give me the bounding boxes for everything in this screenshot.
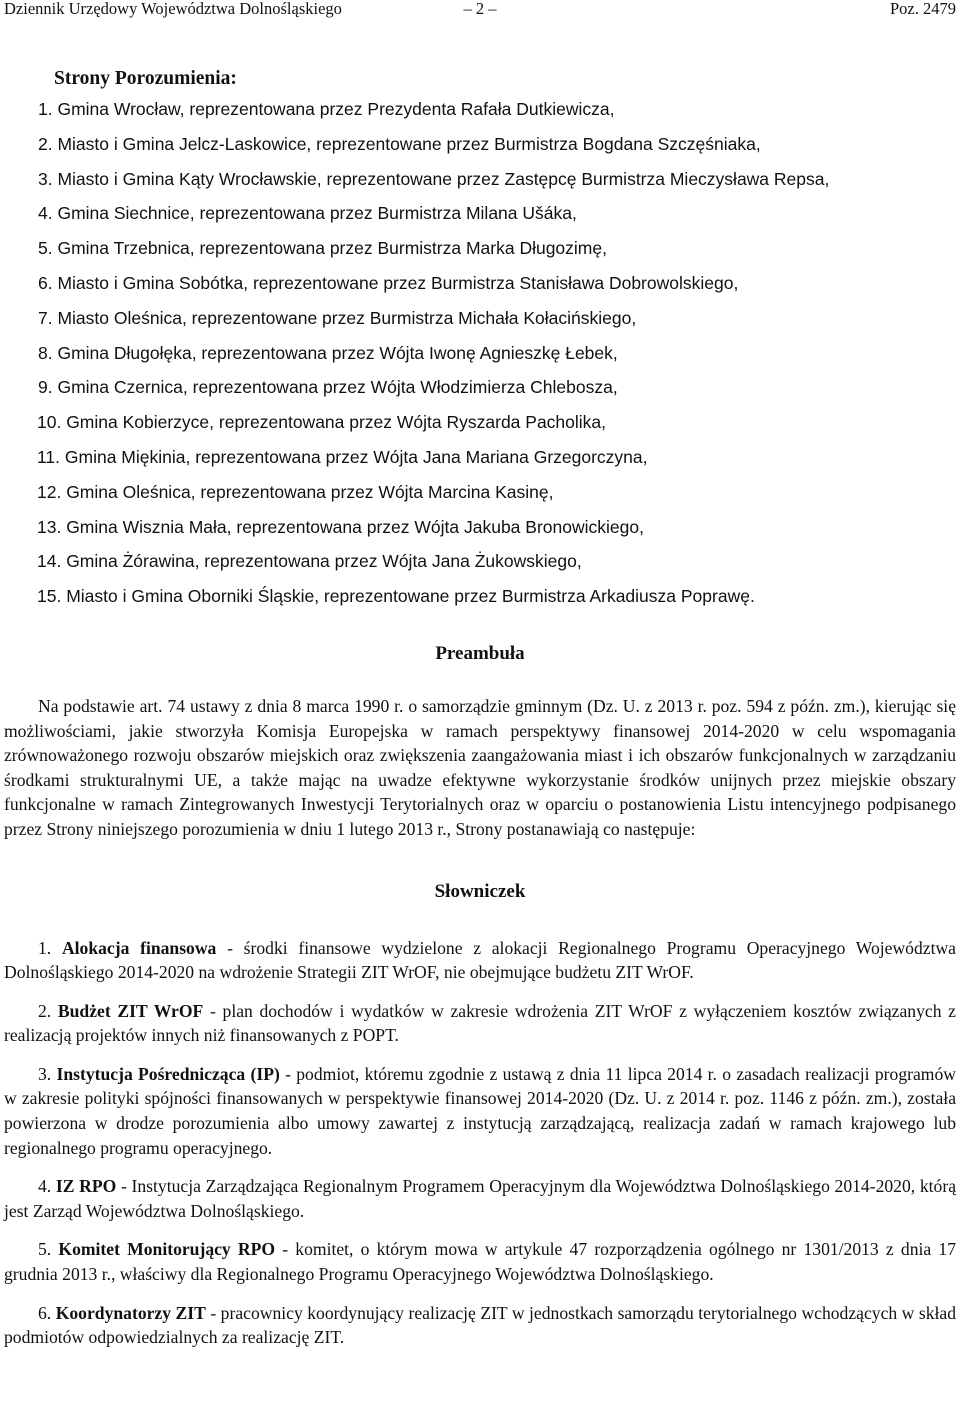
glossary-term: Koordynatorzy ZIT — [55, 1302, 206, 1323]
preamble-paragraph: Na podstawie art. 74 ustawy z dnia 8 marca 1990 r. o samorządzie gminnym (Dz. U. z 2013 r. poz. 594 z późn. zm.), kierując się możliwościami, jakie stworzyła Komisja Europejska w ramach perspektywy finansowej 2014-2020 w celu wspomagania zrównoważonego rozwoju obszarów miejskich oraz zwiększenia zaangażowania miast i ich obszarów funkcjonalnych w zarządzaniu środkami strukturalnymi UE, a także mając na uwadze efektywne wykorzystanie środków unijnych przez miejskie obszary funkcjonalne w ramach Zintegrowanych Inwestycji Terytorialnych oraz w oparciu o postanowienia Listu intencyjnego podpisanego przez Strony niniejszego porozumienia w dniu 1 lutego 2013 r., Strony postanawiają co następuje: — [4, 695, 956, 839]
preamble-heading: Preambuła — [435, 642, 525, 664]
glossary-definition: - komitet, o którym mowa w artykule 47 rozporządzenia ogólnego nr 1301/2013 z dnia 17 grudnia 2013 r., właściwy dla Regionalnego Programu Operacyjnego Województwa Dolnośląskiego. — [4, 1239, 956, 1285]
page-number: – 2 – — [463, 0, 497, 18]
glossary-heading: Słowniczek — [434, 880, 526, 902]
party-item: 13. Gmina Wisznia Mała, reprezentowana przez Wójta Jakuba Bronowickiego, — [37, 516, 644, 537]
party-item: 2. Miasto i Gmina Jelcz-Laskowice, reprezentowane przez Burmistrza Bogdana Szczęśniaka, — [38, 133, 761, 154]
position-number: Poz. 2479 — [889, 0, 956, 18]
party-item: 1. Gmina Wrocław, reprezentowana przez Prezydenta Rafała Dutkiewicza, — [38, 99, 615, 119]
glossary-definition: - pracownicy koordynujący realizację ZIT w jednostkach samorządu terytorialnego wchodzących w skład podmiotów odpowiedzialnych za realizację ZIT. — [4, 1302, 956, 1348]
glossary-item-number: 5. — [38, 1239, 52, 1260]
glossary-term: Komitet Monitorujący RPO — [58, 1239, 276, 1260]
party-item: 7. Miasto Oleśnica, reprezentowane przez Burmistrza Michała Kołacińskiego, — [38, 307, 637, 328]
party-item: 3. Miasto i Gmina Kąty Wrocławskie, reprezentowane przez Zastępcę Burmistrza Mieczysława Repsa, — [38, 168, 830, 189]
party-item: 11. Gmina Miękinia, reprezentowana przez Wójta Jana Mariana Grzegorczyna, — [37, 446, 648, 467]
party-item: 6. Miasto i Gmina Sobótka, reprezentowane przez Burmistrza Stanisława Dobrowolskiego, — [38, 272, 739, 293]
glossary-item-number: 2. — [38, 1000, 52, 1021]
parties-heading: Strony Porozumienia: — [54, 68, 237, 89]
parties-list — [4, 92, 956, 614]
glossary-item-number: 6. — [38, 1302, 52, 1323]
glossary-item-number: 3. — [38, 1063, 52, 1084]
glossary-item-number: 1. — [38, 937, 52, 958]
glossary-item-number: 4. — [38, 1176, 52, 1197]
glossary-item — [4, 1301, 956, 1350]
party-item: 9. Gmina Czernica, reprezentowana przez Wójta Włodzimierza Chlebosza, — [38, 377, 618, 398]
party-item: 10. Gmina Kobierzyce, reprezentowana przez Wójta Ryszarda Pacholika, — [37, 412, 607, 433]
party-item: 4. Gmina Siechnice, reprezentowana przez Burmistrza Milana Ušáka, — [38, 203, 577, 224]
glossary-term: Instytucja Pośrednicząca (IP) — [56, 1063, 280, 1084]
glossary-term: IZ RPO — [55, 1176, 117, 1197]
party-item: 15. Miasto i Gmina Oborniki Śląskie, reprezentowane przez Burmistrza Arkadiusza Poprawę. — [37, 586, 755, 607]
glossary-definition: - plan dochodów i wydatków w zakresie wdrożenia ZIT WrOF z wyłączeniem kosztów związanych z realizacją projektów innych niż finansowanych z POPT. — [4, 1000, 956, 1046]
party-item: 14. Gmina Żórawina, reprezentowana przez Wójta Jana Żukowskiego, — [37, 551, 582, 572]
glossary-item — [4, 999, 956, 1048]
glossary-definition: - Instytucja Zarządzająca Regionalnym Programem Operacyjnym dla Województwa Dolnośląskiego 2014-2020, którą jest Zarząd Województwa Dolnośląskiego. — [4, 1176, 957, 1221]
glossary-item — [4, 1237, 956, 1286]
glossary-term: Budżet ZIT WrOF — [57, 1000, 204, 1021]
party-item: 5. Gmina Trzebnica, reprezentowana przez Burmistrza Marka Długozimę, — [38, 238, 607, 259]
glossary-item — [4, 1174, 956, 1223]
glossary-item — [4, 936, 956, 985]
party-item: 12. Gmina Oleśnica, reprezentowana przez Wójta Marcina Kasinę, — [37, 481, 554, 502]
glossary-term: Alokacja finansowa — [61, 937, 217, 958]
glossary-item — [4, 1062, 956, 1160]
page-header — [4, 0, 956, 24]
party-item: 8. Gmina Długołęka, reprezentowana przez Wójta Iwonę Agnieszkę Łebek, — [38, 342, 618, 363]
glossary-definition: - podmiot, któremu zgodnie z ustawą z dnia 11 lipca 2014 r. o zasadach realizacji programów w zakresie polityki spójności finansowanych w perspektywie finansowej 2014-2020 (Dz. U. z 2014 r. poz. 1146 z późn. zm.), została powierzona w drodze porozumienia albo umowy zawartej z instytucją zarządzającą, realizacja zadań w ramach krajowego lub regionalnego programu operacyjnego. — [4, 1063, 956, 1158]
journal-name: Dziennik Urzędowy Województwa Dolnośląskiego — [4, 0, 342, 18]
glossary-definition: - środki finansowe wydzielone z alokacji Regionalnego Programu Operacyjnego Województwa Dolnośląskiego 2014-2020 na wdrożenie Strategii ZIT WrOF, nie obejmujące budżetu ZIT WrOF. — [4, 937, 956, 983]
